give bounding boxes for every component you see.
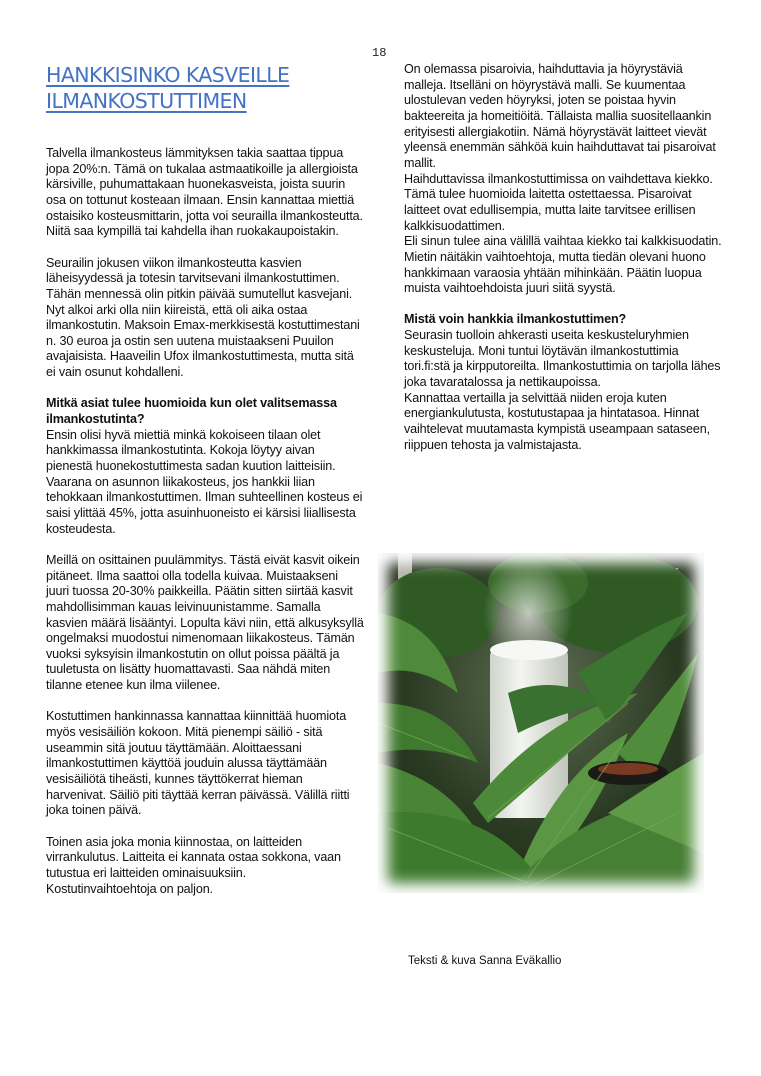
plants-illustration [378, 553, 704, 893]
paragraph: Kostuttimen hankinnassa kannattaa kiinnittää huomiota myös vesisäiliön kokoon. Mitä pienempi säiliö - sitä useammin sitä joutuu täyttämään. Aloittaessani ilmankostuttimen käyttöä jouduin alussa täyttämään vesisäiliötä tiheästi, kunnes täyttökerrat hieman harvenivat. Säiliö piti täyttää kerran päivässä. Välillä riitti joka toinen päivä. [46, 709, 350, 818]
section-heading: Mitkä asiat tulee huomioida kun olet valitsemassa ilmankostutinta? [46, 396, 337, 427]
left-column [46, 146, 364, 897]
paragraph: Ensin olisi hyvä miettiä minkä kokoiseen tilaan olet hankkimassa ilmankostutinta. Kokoja löytyy aivan pienestä huonekostuttimesta sadan kuution laitteisiin. Vaarana on asunnon liikakosteus, jos hankkii liian tehokkaan ilmankostuttimen. Ilman suhteellinen kosteus ei saisi ylittää 45%, jotta asuinhuoneisto ei kärsisi liiallisesta kosteudesta. [46, 427, 363, 536]
photo-caption: Teksti & kuva Sanna Eväkallio [408, 955, 562, 967]
paragraph: Meillä on osittainen puulämmitys. Tästä eivät kasvit oikein pitäneet. Ilma saattoi olla todella kuivaa. Muistaakseni juuri tuossa 20-30% paikkeilla. Päätin sitten siirtää kasvit mahdollisimman kauas leivinuunistamme. Samalla kasvien määrä lisääntyi. Lopulta kävi niin, että alkusyksyllä ongelmaksi muodostui nimenomaan liikakosteus. Tämän vuoksi syksyisin ilmankostutin on ollut poissa päältä ja tuuletusta on lisätty huomattavasti. Saa nähdä miten tilanne etenee kun ilma viilenee. [46, 552, 364, 693]
paragraph-intro: Talvella ilmankosteus lämmityksen takia saattaa tippua jopa 20%:n. Tämä on tukalaa astmaatikoille ja allergioista kärsiville, puhumattakaan huonekasveista, joista suurin osa on tottunut kosteaan ilmaan. Ensin kannattaa miettiä ostaisiko kosteusmittarin, jotta voi seurailla ilmankosteutta. Niitä saa kympillä tai kahdella ihan ruokakaupoistakin. [46, 146, 363, 239]
section-heading: Mistä voin hankkia ilmankostuttimen? [404, 312, 627, 327]
paragraph: Seurailin jokusen viikon ilmankosteutta kasvien läheisyydessä ja totesin tarvitsevani ilmankostuttimen. Tähän mennessä olin pitkin päivää sumutellut kasvejani. Nyt alkoi arki olla niin kiireistä, että oli aika ostaa ilmankostutin. Maksoin Emax-merkkisestä kostuttimestani n. 30 euroa ja ostin sen uutena muistaakseni Puuilon avajaisista. Haaveilin Ufox ilmankostuttimesta, mutta sitä ei vain osunut kohdalleni. [46, 255, 360, 380]
paragraph: Eli sinun tulee aina välillä vaihtaa kiekko tai kalkkisuodatin. Mietin näitäkin vaihtoehtoja, mutta tiedän olevani huono hankkimaan varaosia yhtään mihinkään. Päätin luopua muista vaihtoehdoista juuri siitä syystä. [404, 234, 722, 296]
article-title: HANKKISINKO KASVEILLE ILMANKOSTUTTIMEN [46, 63, 290, 113]
paragraph: Kostutinvaihtoehtoja on paljon. [46, 881, 213, 896]
right-column [404, 62, 722, 453]
humidifier-photo [378, 553, 704, 893]
paragraph: On olemassa pisaroivia, haihduttavia ja höyrystäviä malleja. Itselläni on höyrystävä malli. Se kuumentaa ulostulevan veden höyryksi, joten se poistaa hyvin bakteereita ja homeitiöitä. Tällaista mallia suositellaankin erityisesti allergiakotiin. Nämä höyrystävät laitteet vievät yleensä enemmän sähköä kuin haihduttavat tai pisaroivat mallit. [404, 62, 716, 170]
paragraph: Kannattaa vertailla ja selvittää niiden eroja kuten energiankulutusta, kostutustapaa ja hintatasoa. Hinnat vaihtelevat muutamasta kympistä useampaan sataseen, riippuen tehosta ja valmistajasta. [404, 390, 710, 452]
paragraph: Seurasin tuolloin ahkerasti useita keskusteluryhmien keskusteluja. Moni tuntui löytävän ilmankostuttimia tori.fi:stä ja kirpputoreilta. Ilmankostuttimia on tarjolla lähes joka tavaratalossa ja nettikaupoissa. [404, 328, 721, 390]
page-number: 18 [372, 46, 387, 60]
paragraph: Haihduttavissa ilmankostuttimissa on vaihdettava kiekko. Tämä tulee huomioida laitetta ostettaessa. Pisaroivat laitteet ovat edullisempia, mutta laite tarvitsee erillisen kalkkisuodattimen. [404, 171, 713, 233]
paragraph: Toinen asia joka monia kiinnostaa, on laitteiden virrankulutus. Laitteita ei kannata ostaa sokkona, vaan tutustua eri laitteiden ominaisuuksiin. [46, 834, 341, 880]
